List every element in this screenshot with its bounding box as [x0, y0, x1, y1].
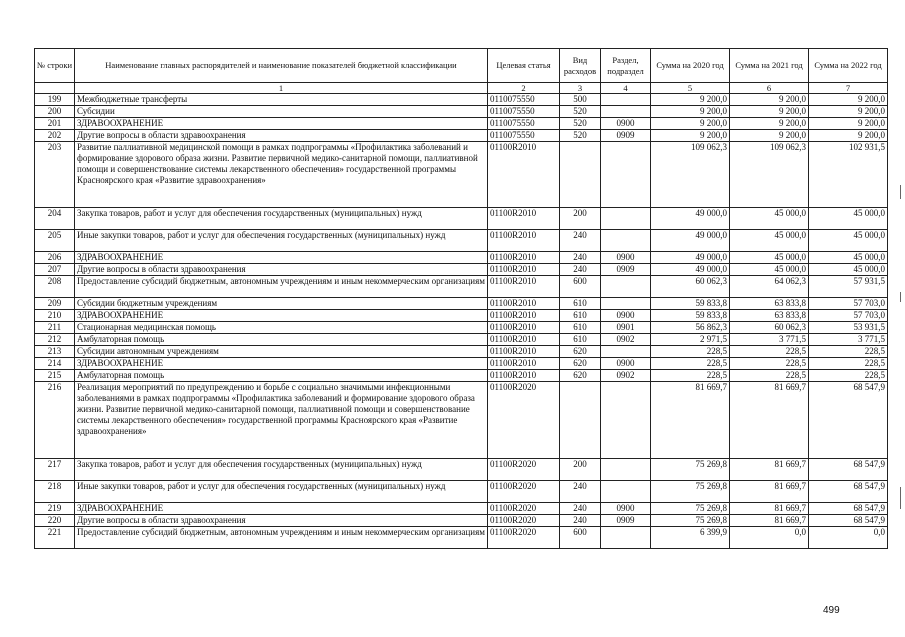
row-sum-2022-cell: 9 200,0 [809, 106, 888, 118]
header-sum-2021: Сумма на 2021 год [730, 49, 809, 83]
row-expense-type-cell [560, 382, 601, 459]
row-number-cell: 215 [35, 370, 75, 382]
row-expense-type-cell: 520 [560, 106, 601, 118]
table-row [35, 527, 888, 549]
row-sum-2021-cell: 60 062,3 [730, 322, 809, 334]
row-section-cell [601, 106, 651, 118]
row-target-article-cell: 01100R2020 [488, 481, 560, 503]
row-target-article-cell: 0110075550 [488, 94, 560, 106]
row-sum-2020-cell: 2 971,5 [651, 334, 730, 346]
row-sum-2020-cell: 59 833,8 [651, 298, 730, 310]
row-sum-2021-cell: 109 062,3 [730, 142, 809, 208]
row-number-cell: 220 [35, 515, 75, 527]
row-sum-2021-cell: 3 771,5 [730, 334, 809, 346]
row-name-cell: Предоставление субсидий бюджетным, автономным учреждениям и иным некоммерческим организациям [75, 276, 488, 298]
table-row [35, 503, 888, 515]
row-target-article-cell: 01100R2010 [488, 230, 560, 252]
row-section-cell: 0900 [601, 358, 651, 370]
row-sum-2022-cell: 57 703,0 [809, 298, 888, 310]
row-sum-2020-cell: 49 000,0 [651, 230, 730, 252]
budget-table [34, 48, 888, 549]
row-sum-2022-cell: 68 547,9 [809, 481, 888, 503]
row-target-article-cell: 01100R2010 [488, 346, 560, 358]
row-target-article-cell: 01100R2010 [488, 264, 560, 276]
row-sum-2022-cell: 9 200,0 [809, 94, 888, 106]
row-name-cell: Иные закупки товаров, работ и услуг для обеспечения государственных (муниципальных) нужд [75, 230, 488, 252]
row-name-cell: Закупка товаров, работ и услуг для обеспечения государственных (муниципальных) нужд [75, 459, 488, 481]
row-expense-type-cell: 610 [560, 298, 601, 310]
table-row [35, 370, 888, 382]
row-section-cell [601, 208, 651, 230]
row-name-cell: Закупка товаров, работ и услуг для обеспечения государственных (муниципальных) нужд [75, 208, 488, 230]
row-name-cell: ЗДРАВООХРАНЕНИЕ [75, 358, 488, 370]
column-number-empty [35, 83, 75, 94]
row-number-cell: 213 [35, 346, 75, 358]
row-number-cell: 211 [35, 322, 75, 334]
table-row [35, 252, 888, 264]
row-section-cell: 0900 [601, 118, 651, 130]
row-section-cell [601, 459, 651, 481]
row-name-cell: Предоставление субсидий бюджетным, автономным учреждениям и иным некоммерческим организациям [75, 527, 488, 549]
table-row [35, 382, 888, 459]
table-row [35, 322, 888, 334]
row-name-cell: Иные закупки товаров, работ и услуг для обеспечения государственных (муниципальных) нужд [75, 481, 488, 503]
row-sum-2022-cell: 9 200,0 [809, 118, 888, 130]
row-number-cell: 206 [35, 252, 75, 264]
row-sum-2021-cell: 63 833,8 [730, 298, 809, 310]
row-name-cell: ЗДРАВООХРАНЕНИЕ [75, 118, 488, 130]
row-section-cell [601, 527, 651, 549]
column-number: 5 [651, 83, 730, 94]
table-row [35, 358, 888, 370]
row-expense-type-cell: 610 [560, 334, 601, 346]
row-name-cell: ЗДРАВООХРАНЕНИЕ [75, 503, 488, 515]
row-number-cell: 203 [35, 142, 75, 208]
column-number: 4 [601, 83, 651, 94]
row-target-article-cell: 0110075550 [488, 106, 560, 118]
row-expense-type-cell: 200 [560, 459, 601, 481]
row-number-cell: 209 [35, 298, 75, 310]
row-sum-2022-cell: 0,0 [809, 527, 888, 549]
row-sum-2021-cell: 228,5 [730, 370, 809, 382]
row-section-cell: 0900 [601, 310, 651, 322]
row-section-cell [601, 142, 651, 208]
column-number: 7 [809, 83, 888, 94]
row-name-cell: Субсидии бюджетным учреждениям [75, 298, 488, 310]
row-name-cell: Другие вопросы в области здравоохранения [75, 264, 488, 276]
row-number-cell: 218 [35, 481, 75, 503]
row-number-cell: 207 [35, 264, 75, 276]
row-section-cell [601, 94, 651, 106]
row-section-cell [601, 346, 651, 358]
table-row [35, 310, 888, 322]
scan-edge-mark [900, 487, 901, 509]
table-row [35, 142, 888, 208]
header-target-article: Целевая статья [488, 49, 560, 83]
row-sum-2022-cell: 228,5 [809, 370, 888, 382]
scan-edge-mark [900, 292, 901, 302]
row-sum-2020-cell: 228,5 [651, 346, 730, 358]
row-sum-2021-cell: 228,5 [730, 346, 809, 358]
row-sum-2020-cell: 75 269,8 [651, 503, 730, 515]
row-sum-2021-cell: 9 200,0 [730, 130, 809, 142]
row-expense-type-cell: 240 [560, 252, 601, 264]
column-number: 1 [75, 83, 488, 94]
row-section-cell: 0900 [601, 503, 651, 515]
row-target-article-cell: 01100R2010 [488, 310, 560, 322]
row-sum-2020-cell: 75 269,8 [651, 515, 730, 527]
row-sum-2020-cell: 49 000,0 [651, 208, 730, 230]
row-sum-2020-cell: 60 062,3 [651, 276, 730, 298]
row-number-cell: 200 [35, 106, 75, 118]
row-expense-type-cell: 600 [560, 276, 601, 298]
row-sum-2022-cell: 68 547,9 [809, 382, 888, 459]
header-row [35, 49, 888, 83]
row-sum-2020-cell: 6 399,9 [651, 527, 730, 549]
row-section-cell: 0901 [601, 322, 651, 334]
table-row [35, 264, 888, 276]
row-expense-type-cell: 620 [560, 358, 601, 370]
row-expense-type-cell: 240 [560, 230, 601, 252]
row-name-cell: Амбулаторная помощь [75, 370, 488, 382]
row-sum-2022-cell: 45 000,0 [809, 252, 888, 264]
row-number-cell: 214 [35, 358, 75, 370]
row-sum-2022-cell: 53 931,5 [809, 322, 888, 334]
row-section-cell [601, 230, 651, 252]
row-target-article-cell: 01100R2010 [488, 334, 560, 346]
row-name-cell: ЗДРАВООХРАНЕНИЕ [75, 252, 488, 264]
row-sum-2021-cell: 45 000,0 [730, 230, 809, 252]
row-sum-2022-cell: 57 703,0 [809, 310, 888, 322]
row-sum-2022-cell: 228,5 [809, 358, 888, 370]
row-name-cell: Реализация мероприятий по предупреждению и борьбе с социально значимыми инфекционными заболеваниями в рамках подпрограммы «Профилактика заболеваний и формирование здорового образа жизни. Развитие первичной медико-санитарной помощи, паллиативной помощи и совершенствование системы лекарственного обеспечения» государственной программы Красноярского края «Развитие здравоохранения» [75, 382, 488, 459]
row-sum-2022-cell: 68 547,9 [809, 503, 888, 515]
row-name-cell: Субсидии автономным учреждениям [75, 346, 488, 358]
row-sum-2022-cell: 3 771,5 [809, 334, 888, 346]
table-row [35, 230, 888, 252]
row-target-article-cell: 01100R2010 [488, 322, 560, 334]
row-expense-type-cell [560, 142, 601, 208]
budget-sheet [34, 48, 888, 549]
row-number-cell: 221 [35, 527, 75, 549]
header-sum-2020: Сумма на 2020 год [651, 49, 730, 83]
column-number: 2 [488, 83, 560, 94]
row-section-cell: 0902 [601, 334, 651, 346]
row-sum-2020-cell: 9 200,0 [651, 118, 730, 130]
row-expense-type-cell: 200 [560, 208, 601, 230]
row-sum-2021-cell: 81 669,7 [730, 481, 809, 503]
table-row [35, 106, 888, 118]
row-sum-2020-cell: 9 200,0 [651, 94, 730, 106]
row-section-cell [601, 481, 651, 503]
row-number-cell: 217 [35, 459, 75, 481]
row-number-cell: 201 [35, 118, 75, 130]
row-sum-2020-cell: 9 200,0 [651, 130, 730, 142]
row-sum-2020-cell: 56 862,3 [651, 322, 730, 334]
row-target-article-cell: 01100R2010 [488, 276, 560, 298]
row-sum-2020-cell: 75 269,8 [651, 481, 730, 503]
row-target-article-cell: 01100R2010 [488, 370, 560, 382]
row-sum-2022-cell: 68 547,9 [809, 459, 888, 481]
row-number-cell: 208 [35, 276, 75, 298]
header-section: Раздел, подраздел [601, 49, 651, 83]
row-sum-2021-cell: 228,5 [730, 358, 809, 370]
row-target-article-cell: 0110075550 [488, 130, 560, 142]
row-sum-2020-cell: 81 669,7 [651, 382, 730, 459]
row-number-cell: 204 [35, 208, 75, 230]
row-target-article-cell: 01100R2020 [488, 515, 560, 527]
row-sum-2022-cell: 45 000,0 [809, 208, 888, 230]
row-sum-2021-cell: 0,0 [730, 527, 809, 549]
column-number: 6 [730, 83, 809, 94]
table-row [35, 298, 888, 310]
row-sum-2021-cell: 9 200,0 [730, 118, 809, 130]
table-row [35, 515, 888, 527]
row-expense-type-cell: 520 [560, 130, 601, 142]
row-sum-2020-cell: 9 200,0 [651, 106, 730, 118]
row-number-cell: 219 [35, 503, 75, 515]
row-section-cell: 0909 [601, 130, 651, 142]
row-sum-2022-cell: 45 000,0 [809, 264, 888, 276]
row-sum-2022-cell: 57 931,5 [809, 276, 888, 298]
row-sum-2021-cell: 64 062,3 [730, 276, 809, 298]
row-target-article-cell: 01100R2020 [488, 527, 560, 549]
row-sum-2021-cell: 63 833,8 [730, 310, 809, 322]
row-sum-2022-cell: 228,5 [809, 346, 888, 358]
row-target-article-cell: 01100R2010 [488, 252, 560, 264]
row-sum-2020-cell: 49 000,0 [651, 264, 730, 276]
row-sum-2020-cell: 228,5 [651, 370, 730, 382]
row-expense-type-cell: 240 [560, 515, 601, 527]
row-section-cell: 0902 [601, 370, 651, 382]
row-sum-2020-cell: 49 000,0 [651, 252, 730, 264]
row-expense-type-cell: 620 [560, 346, 601, 358]
column-number: 3 [560, 83, 601, 94]
row-target-article-cell: 01100R2020 [488, 503, 560, 515]
column-number-row [35, 83, 888, 94]
header-row-number: № строки [35, 49, 75, 83]
row-expense-type-cell: 240 [560, 503, 601, 515]
header-sum-2022: Сумма на 2022 год [809, 49, 888, 83]
table-row [35, 459, 888, 481]
row-sum-2021-cell: 45 000,0 [730, 208, 809, 230]
row-number-cell: 216 [35, 382, 75, 459]
row-sum-2022-cell: 68 547,9 [809, 515, 888, 527]
row-name-cell: Межбюджетные трансферты [75, 94, 488, 106]
row-number-cell: 202 [35, 130, 75, 142]
row-name-cell: Амбулаторная помощь [75, 334, 488, 346]
row-sum-2021-cell: 81 669,7 [730, 459, 809, 481]
row-sum-2021-cell: 45 000,0 [730, 252, 809, 264]
row-number-cell: 212 [35, 334, 75, 346]
row-name-cell: Стационарная медицинская помощь [75, 322, 488, 334]
row-target-article-cell: 01100R2020 [488, 382, 560, 459]
row-section-cell [601, 276, 651, 298]
row-sum-2021-cell: 81 669,7 [730, 503, 809, 515]
row-target-article-cell: 01100R2010 [488, 298, 560, 310]
row-name-cell: Развитие паллиативной медицинской помощи в рамках подпрограммы «Профилактика заболеваний и формирование здорового образа жизни. Развитие первичной медико-санитарной помощи, паллиативной помощи и совершенствование системы лекарственного обеспечения» государственной программы Красноярского края «Развитие здравоохранения» [75, 142, 488, 208]
row-sum-2020-cell: 228,5 [651, 358, 730, 370]
table-row [35, 481, 888, 503]
table-row [35, 276, 888, 298]
row-section-cell: 0909 [601, 515, 651, 527]
row-expense-type-cell: 520 [560, 118, 601, 130]
row-sum-2021-cell: 9 200,0 [730, 94, 809, 106]
table-row [35, 94, 888, 106]
row-target-article-cell: 01100R2010 [488, 358, 560, 370]
row-number-cell: 205 [35, 230, 75, 252]
row-target-article-cell: 01100R2010 [488, 142, 560, 208]
scan-edge-mark [900, 185, 901, 199]
table-row [35, 346, 888, 358]
page-number: 499 [823, 605, 840, 616]
table-row [35, 130, 888, 142]
row-sum-2021-cell: 81 669,7 [730, 515, 809, 527]
row-expense-type-cell: 610 [560, 322, 601, 334]
row-sum-2021-cell: 45 000,0 [730, 264, 809, 276]
row-section-cell [601, 298, 651, 310]
row-target-article-cell: 0110075550 [488, 118, 560, 130]
table-row [35, 334, 888, 346]
row-sum-2022-cell: 45 000,0 [809, 230, 888, 252]
row-sum-2021-cell: 81 669,7 [730, 382, 809, 459]
row-expense-type-cell: 620 [560, 370, 601, 382]
row-number-cell: 199 [35, 94, 75, 106]
row-section-cell: 0909 [601, 264, 651, 276]
table-row [35, 118, 888, 130]
row-expense-type-cell: 240 [560, 481, 601, 503]
row-sum-2020-cell: 109 062,3 [651, 142, 730, 208]
row-name-cell: Другие вопросы в области здравоохранения [75, 130, 488, 142]
row-number-cell: 210 [35, 310, 75, 322]
row-expense-type-cell: 500 [560, 94, 601, 106]
row-expense-type-cell: 610 [560, 310, 601, 322]
header-expense-type: Вид расходов [560, 49, 601, 83]
row-sum-2020-cell: 59 833,8 [651, 310, 730, 322]
header-name: Наименование главных распорядителей и наименование показателей бюджетной классификации [75, 49, 488, 83]
row-section-cell: 0900 [601, 252, 651, 264]
row-sum-2021-cell: 9 200,0 [730, 106, 809, 118]
row-expense-type-cell: 600 [560, 527, 601, 549]
row-target-article-cell: 01100R2010 [488, 208, 560, 230]
row-name-cell: ЗДРАВООХРАНЕНИЕ [75, 310, 488, 322]
row-sum-2022-cell: 102 931,5 [809, 142, 888, 208]
row-sum-2022-cell: 9 200,0 [809, 130, 888, 142]
row-name-cell: Субсидии [75, 106, 488, 118]
row-sum-2020-cell: 75 269,8 [651, 459, 730, 481]
row-name-cell: Другие вопросы в области здравоохранения [75, 515, 488, 527]
row-section-cell [601, 382, 651, 459]
table-row [35, 208, 888, 230]
row-target-article-cell: 01100R2020 [488, 459, 560, 481]
row-expense-type-cell: 240 [560, 264, 601, 276]
